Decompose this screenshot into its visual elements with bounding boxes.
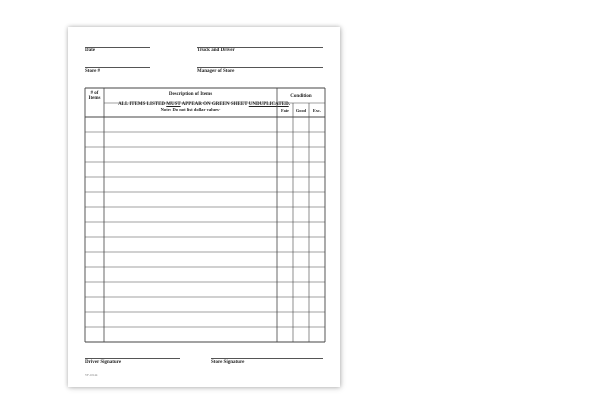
store-number-label: Store #: [85, 69, 101, 74]
form-sheet: [68, 27, 340, 387]
col-items-line1: # of: [90, 91, 99, 96]
col-items-line2: Items: [88, 96, 101, 101]
notice-end: .: [288, 102, 290, 107]
col-description-header: Description of Items: [168, 92, 213, 97]
col-condition-header: Condition: [290, 94, 312, 99]
col-exc-header: Exc.: [312, 108, 322, 113]
manager-label: Manager of Store: [197, 69, 235, 74]
store-signature-line[interactable]: [211, 358, 323, 359]
notice-unduplicated: UNDUPLICATED: [248, 102, 289, 107]
notice-part1: ALL ITEMS LISTED: [118, 102, 167, 107]
date-label: Date: [85, 48, 95, 53]
driver-signature-label: Driver Signature: [85, 360, 122, 365]
form-code: VF-10144: [85, 373, 98, 377]
driver-signature-line[interactable]: [85, 358, 180, 359]
notice-part2: APPEAR ON GREEN SHEET: [180, 102, 249, 107]
notice-must: MUST: [166, 102, 181, 107]
col-good-header: Good: [295, 108, 307, 113]
col-fair-header: Fair: [280, 108, 290, 113]
store-signature-label: Store Signature: [211, 360, 245, 365]
items-table: [68, 27, 340, 387]
truck-driver-label: Truck and Driver: [197, 48, 235, 53]
col-items-header: [85, 91, 104, 101]
col-note-header: Note: Do not list dollar values-: [160, 107, 221, 112]
